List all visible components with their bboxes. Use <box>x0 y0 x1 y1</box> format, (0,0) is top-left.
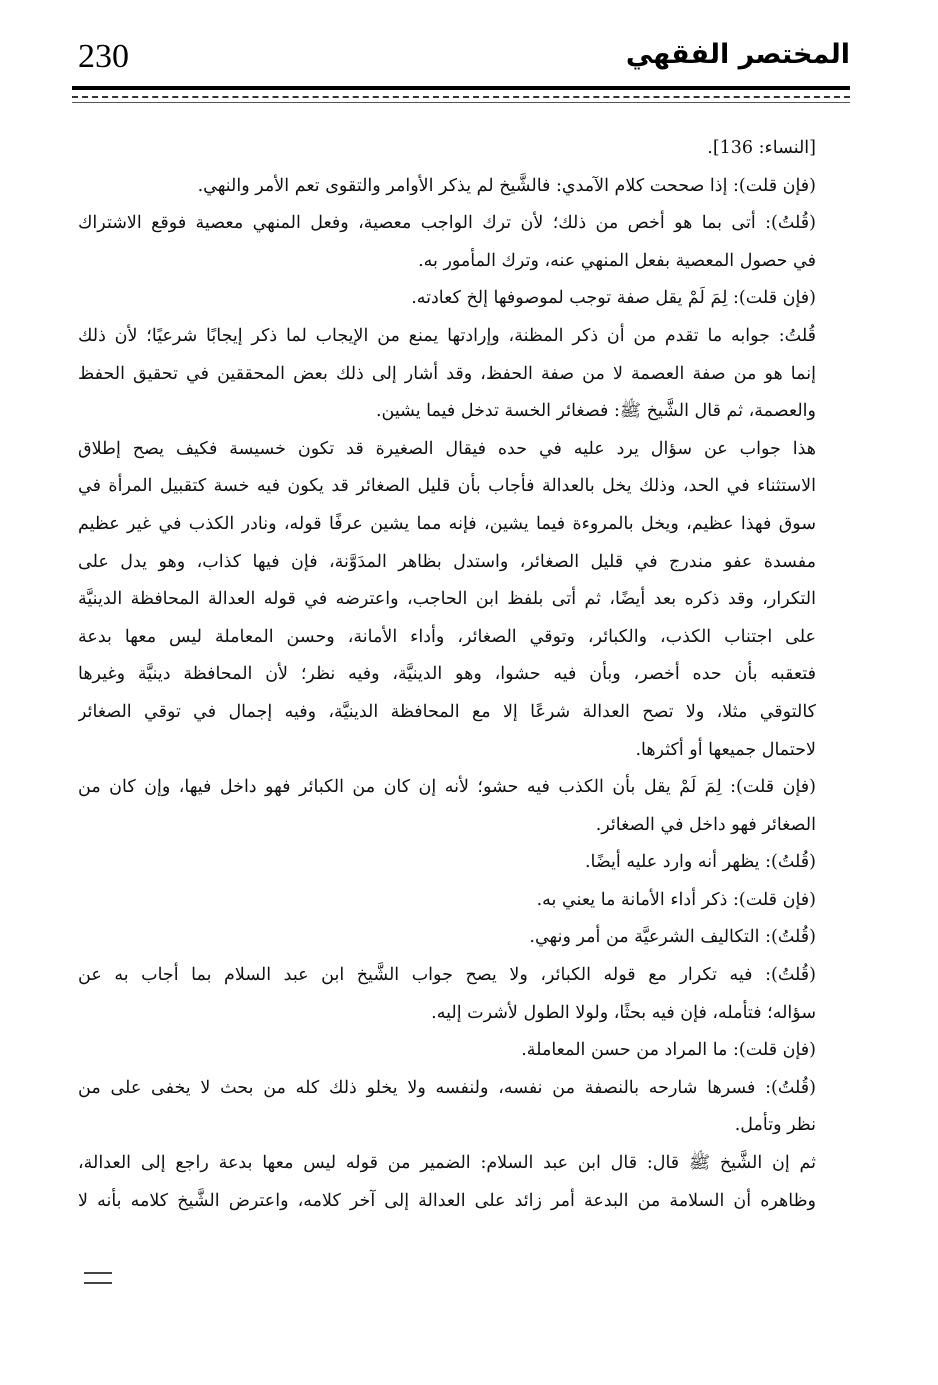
text-line: (فإن قلت): لِمَ لَمْ يقل صفة توجب لموصوفها إلخ كعادته. <box>411 288 816 309</box>
text-line: إنما هو من صفة العصمة لا من صفة الحفظ، وقد أشار إلى ذلك بعض المحققين في تحقيق الحفظ <box>78 363 816 384</box>
page-number: 230 <box>78 38 129 75</box>
text-line: (قُلتُ): فيه تكرار مع قوله الكبائر، ولا يصح جواب الشَّيخ ابن عبد السلام بما أجاب به عن <box>78 965 816 986</box>
text-line: ثم إن الشَّيخ ﷺ قال: قال ابن عبد السلام: الضمير من قوله ليس معها بدعة راجع إلى العدالة، <box>78 1153 816 1174</box>
text-line: الصغائر فهو داخل في الصغائر. <box>595 814 816 835</box>
text-line: (فإن قلت): لِمَ لَمْ يقل بأن الكذب فيه حشو؛ لأنه إن كان من الكبائر فهو داخل فيها، وإن كان من <box>78 777 816 798</box>
text-line: نظر وتأمل. <box>734 1115 816 1136</box>
text-line: لاحتمال جميعها أو أكثرها. <box>635 739 816 760</box>
text-line: (قُلتُ): فسرها شارحه بالنصفة من نفسه، ولنفسه ولا يخلو ذلك كله من بحث لا يخفى على من <box>78 1077 816 1098</box>
text-line: (قُلتُ): أتى بما هو أخص من ذلك؛ لأن ترك الواجب معصية، وفعل المنهي معصية فوقع الاشتراك <box>78 213 816 234</box>
running-title: المختصر الفقهي <box>625 39 850 70</box>
page-header <box>72 28 850 88</box>
text-line: سؤاله؛ فتأمله، فإن فيه بحثًا، ولولا الطول لأشرت إليه. <box>431 1002 816 1023</box>
text-line: فتعقبه بأن حده أخصر، وبأن فيه حشوا، وهو الدينيَّة، وفيه نظر؛ لأن المحافظة دينيَّة وغيرها <box>78 664 816 685</box>
continuation-mark <box>84 1272 112 1284</box>
text-line: (فإن قلت): ما المراد من حسن المعاملة. <box>521 1040 816 1061</box>
text-line: [النساء: 136]. <box>707 138 816 158</box>
text-line: كالتوقي مثلا، ولا تصح العدالة شرعًا إلا مع المحافظة الدينيَّة، وفيه إجمال في توقي الصغائر <box>78 701 816 722</box>
text-line: والعصمة، ثم قال الشَّيخ ﷺ: فصغائر الخسة تدخل فيما يشين. <box>375 401 816 422</box>
text-line: هذا جواب عن سؤال يرد عليه في حده فيقال الصغيرة قد تكون خسيسة فكيف يصح إطلاق <box>78 438 816 459</box>
text-line: مفسدة عفو مندرج في قليل الصغائر، واستدل بظاهر المدَوَّنة، فإن فيها كذاب، وهو يدل على <box>78 551 816 572</box>
header-rule <box>72 86 850 90</box>
text-line: قُلتُ: جوابه ما تقدم من أن ذكر المظنة، وإرادتها يمنع من الإيجاب لما ذكر إيجابًا شرعيًا؛ لأن ذلك <box>78 325 816 346</box>
text-line: وظاهره أن السلامة من البدعة أمر زائد على العدالة إلى آخر كلامه، واعترض الشَّيخ كلامه بأنه لا <box>78 1190 816 1211</box>
text-line: في حصول المعصية بفعل المنهي عنه، وترك المأمور به. <box>418 250 816 271</box>
body-text <box>78 130 816 1220</box>
text-line: (قُلتُ): يظهر أنه وارد عليه أيضًا. <box>584 852 816 873</box>
header-rule-dashed <box>72 96 850 98</box>
text-line: (فإن قلت): إذا صححت كلام الآمدي: فالشَّيخ لم يذكر الأوامر والتقوى تعم الأمر والنهي. <box>197 175 816 196</box>
header-rule-thin <box>72 102 850 103</box>
text-line: على اجتناب الكذب، والكبائر، وتوقي الصغائر، وأداء الأمانة، وحسن المعاملة ليس معها بدعة <box>78 626 816 647</box>
text-line: الاستثناء في الحد، وذلك يخل بالعدالة فأجاب بأن قليل الصغائر قد يكون فيه خسة كتقبيل المرأة في <box>78 476 816 497</box>
text-line: (فإن قلت): ذكر أداء الأمانة ما يعني به. <box>536 889 816 910</box>
text-line: سوق فهذا عظيم، ويخل بالمروءة فيما يشين، فإنه مما يشين عرفًا قوله، ونادر الكذب في غير عظيم <box>78 513 816 534</box>
text-line: التكرار، وقد ذكره بعد أيضًا، ثم أتى بلفظ ابن الحاجب، واعترضه في قوله العدالة المحافظة الدينيَّة <box>78 589 816 610</box>
text-line: (قُلتُ): التكاليف الشرعيَّة من أمر ونهي. <box>529 927 816 948</box>
